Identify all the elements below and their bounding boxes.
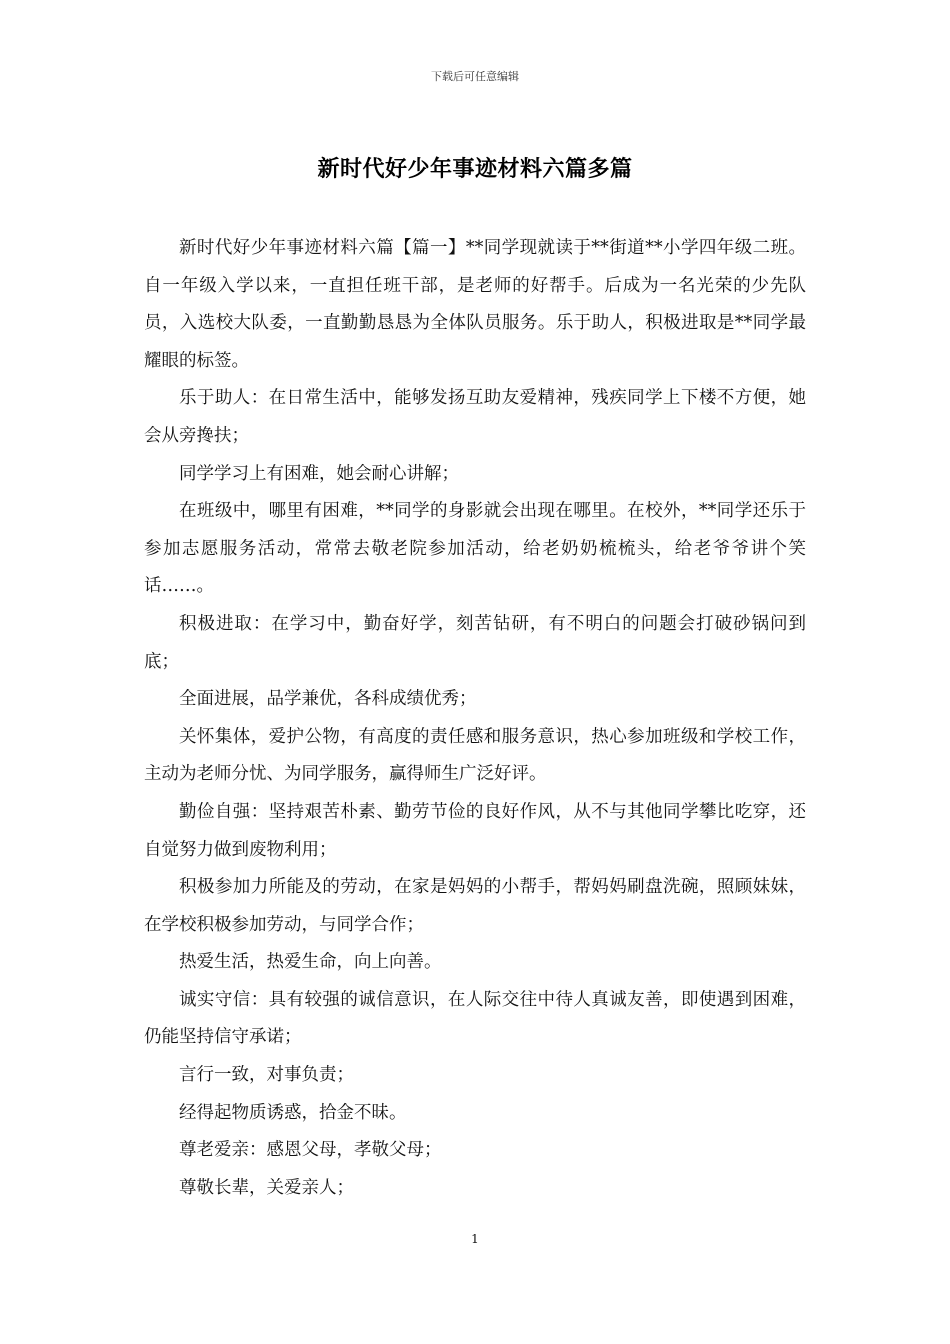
paragraph: 在班级中，哪里有困难，**同学的身影就会出现在哪里。在校外，**同学还乐于参加志愿服务活动，常常去敬老院参加活动，给老奶奶梳梳头，给老爷爷讲个笑话……。 (144, 501, 806, 597)
document-title: 新时代好少年事迹材料六篇多篇 (317, 156, 633, 182)
paragraph: 言行一致，对事负责； (179, 1065, 354, 1086)
document-body (144, 230, 806, 1207)
paragraph: 诚实守信：具有较强的诚信意识，在人际交往中待人真诚友善，即使遇到困难，仍能坚持信守承诺； (144, 989, 806, 1048)
paragraph: 新时代好少年事迹材料六篇【篇一】**同学现就读于**街道**小学四年级二班。自一年级入学以来，一直担任班干部，是老师的好帮手。后成为一名光荣的少先队员，入选校大队委，一直勤勤恳恳为全体队员服务。乐于助人，积极进取是**同学最耀眼的标签。 (144, 238, 806, 371)
header-note: 下载后可任意编辑 (431, 70, 519, 83)
paragraph: 尊敬长辈，关爱亲人； (179, 1177, 354, 1198)
paragraph: 积极参加力所能及的劳动，在家是妈妈的小帮手，帮妈妈刷盘洗碗，照顾妹妹，在学校积极参加劳动，与同学合作； (144, 877, 806, 935)
paragraph: 热爱生活，热爱生命，向上向善。 (179, 952, 442, 973)
paragraph: 积极进取：在学习中，勤奋好学，刻苦钻研，有不明白的问题会打破砂锅问到底； (144, 613, 806, 672)
paragraph: 乐于助人：在日常生活中，能够发扬互助友爱精神，残疾同学上下楼不方便，她会从旁搀扶； (144, 388, 806, 446)
paragraph: 全面进展，品学兼优，各科成绩优秀； (179, 689, 477, 710)
paragraph: 经得起物质诱惑，拾金不昧。 (179, 1102, 407, 1123)
paragraph: 关怀集体，爱护公物，有高度的责任感和服务意识，热心参加班级和学校工作，主动为老师分忧、为同学服务，赢得师生广泛好评。 (144, 726, 806, 785)
paragraph: 尊老爱亲：感恩父母，孝敬父母； (179, 1140, 442, 1161)
page-number: 1 (471, 1232, 479, 1246)
paragraph: 同学学习上有困难，她会耐心讲解； (179, 463, 459, 484)
paragraph: 勤俭自强：坚持艰苦朴素、勤劳节俭的良好作风，从不与其他同学攀比吃穿，还自觉努力做到废物利用； (144, 801, 806, 860)
